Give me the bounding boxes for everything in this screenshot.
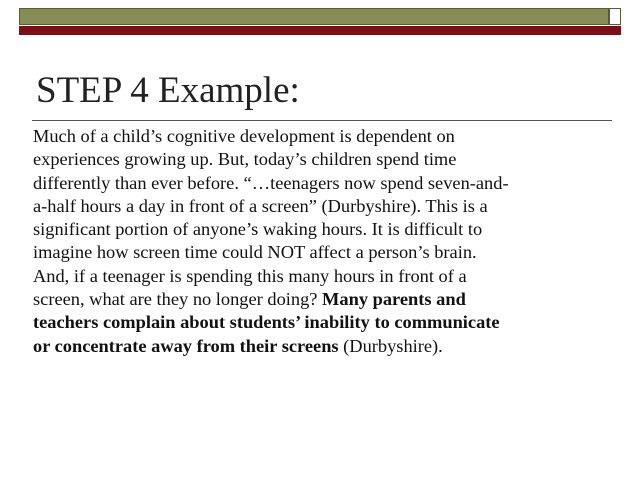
- top-decorative-band: [19, 8, 609, 25]
- body-line-10-normal: (Durbyshire).: [338, 335, 443, 356]
- body-line-10-bold: or concentrate away from their screens: [33, 335, 339, 356]
- slide-body-text: [33, 125, 603, 358]
- top-decorative-square: [609, 8, 621, 25]
- body-line-6: imagine how screen time could NOT affect a person’s brain.: [33, 242, 477, 263]
- body-line-4: a-half hours a day in front of a screen” (Durbyshire). This is a: [33, 195, 488, 216]
- slide-title: STEP 4 Example:: [36, 70, 300, 111]
- body-line-7: And, if a teenager is spending this many hours in front of a: [33, 265, 467, 286]
- body-line-9-bold: teachers complain about students’ inability to communicate: [33, 312, 500, 333]
- body-line-5: significant portion of anyone’s waking hours. It is difficult to: [33, 219, 483, 240]
- body-line-1: Much of a child’s cognitive development is dependent on: [33, 126, 455, 146]
- body-line-2: experiences growing up. But, today’s children spend time: [33, 149, 457, 170]
- title-underline: [32, 120, 612, 121]
- body-line-8-normal: screen, what are they no longer doing?: [33, 289, 323, 310]
- body-line-8-bold: Many parents and: [322, 289, 466, 310]
- top-decorative-rule: [19, 26, 621, 35]
- body-line-3: differently than ever before. “…teenagers now spend seven-and-: [33, 172, 509, 193]
